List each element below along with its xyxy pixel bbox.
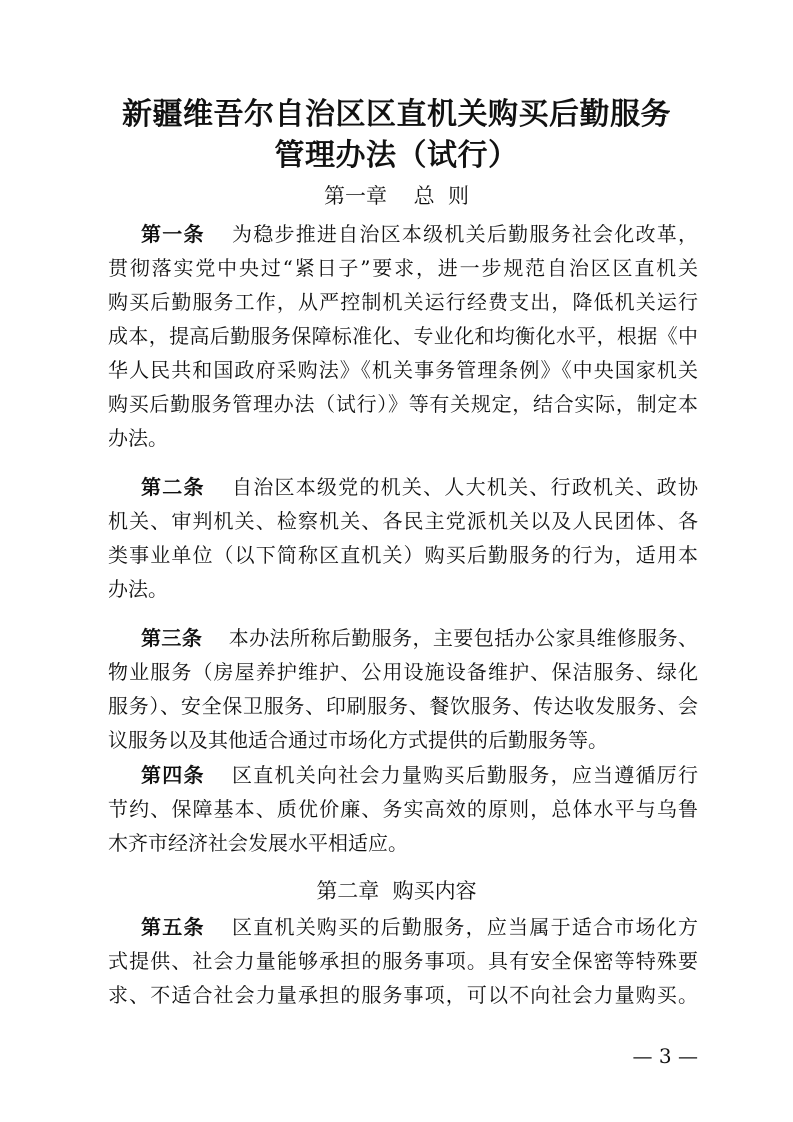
page-number: — 3 — bbox=[632, 1044, 698, 1068]
article-2-line-1 bbox=[141, 472, 698, 502]
article-3-text-1: 本办法所称后勤服务，主要包括办公家具维修服务、 bbox=[228, 626, 699, 650]
chapter-2-heading bbox=[0, 876, 793, 906]
article-2-text-1: 自治区本级党的机关、人大机关、行政机关、政协 bbox=[230, 475, 699, 499]
article-1-text-1: 为稳步推进自治区本级机关后勤服务社会化改革， bbox=[230, 222, 699, 246]
article-3-line-1 bbox=[141, 623, 698, 653]
chapter-1-label: 第一章 bbox=[323, 184, 387, 208]
article-2-line-3: 类事业单位（以下简称区直机关）购买后勤服务的行为，适用本 bbox=[108, 543, 698, 567]
document-title-line2: 管理办法（试行） bbox=[274, 138, 519, 173]
chapter-1-name: 总 则 bbox=[413, 184, 470, 208]
article-2-label: 第二条 bbox=[141, 475, 205, 499]
article-5-text-1: 区直机关购买的后勤服务，应当属于适合市场化方 bbox=[230, 915, 699, 939]
chapter-2-name: 购买内容 bbox=[392, 879, 477, 903]
article-1-line-6: 购买后勤服务管理办法（试行）》等有关规定，结合实际，制定本 bbox=[108, 392, 698, 416]
article-1-line-2: 贯彻落实党中央过“紧日子”要求，进一步规范自治区区直机关 bbox=[108, 256, 698, 280]
article-5-line-3: 求、不适合社会力量承担的服务事项，可以不向社会力量购买。 bbox=[108, 983, 698, 1007]
article-1-line-3: 购买后勤服务工作，从严控制机关运行经费支出，降低机关运行 bbox=[108, 290, 698, 314]
article-3-line-4: 议服务以及其他适合通过市场化方式提供的后勤服务等。 bbox=[108, 728, 608, 752]
article-2-line-4: 办法。 bbox=[108, 577, 168, 601]
article-2-line-2: 机关、审判机关、检察机关、各民主党派机关以及人民团体、各 bbox=[108, 509, 698, 533]
article-4-label: 第四条 bbox=[141, 763, 205, 787]
article-3-label: 第三条 bbox=[141, 626, 203, 650]
article-4-line-3: 木齐市经济社会发展水平相适应。 bbox=[108, 831, 408, 855]
chapter-1-heading bbox=[0, 181, 793, 211]
chapter-2-label: 第二章 bbox=[316, 879, 380, 903]
article-1-line-7: 办法。 bbox=[108, 426, 168, 450]
article-4-line-1 bbox=[141, 760, 698, 790]
article-4-text-1: 区直机关向社会力量购买后勤服务，应当遵循厉行 bbox=[230, 763, 699, 787]
article-5-line-2: 式提供、社会力量能够承担的服务事项。具有安全保密等特殊要 bbox=[108, 949, 698, 973]
article-5-line-1 bbox=[141, 912, 698, 942]
article-1-line-5: 华人民共和国政府采购法》《机关事务管理条例》《中央国家机关 bbox=[108, 358, 698, 382]
document-title-line1: 新疆维吾尔自治区区直机关购买后勤服务 bbox=[122, 97, 671, 132]
article-3-line-2: 物业服务（房屋养护维护、公用设施设备维护、保洁服务、绿化 bbox=[108, 660, 698, 684]
article-3-line-3: 服务）、安全保卫服务、印刷服务、餐饮服务、传达收发服务、会 bbox=[108, 694, 698, 718]
article-4-line-2: 节约、保障基本、质优价廉、务实高效的原则，总体水平与乌鲁 bbox=[108, 797, 698, 821]
article-1-line-1 bbox=[141, 219, 698, 249]
article-1-line-4: 成本，提高后勤服务保障标准化、专业化和均衡化水平，根据《中 bbox=[108, 324, 698, 348]
article-1-label: 第一条 bbox=[141, 222, 205, 246]
article-5-label: 第五条 bbox=[141, 915, 205, 939]
